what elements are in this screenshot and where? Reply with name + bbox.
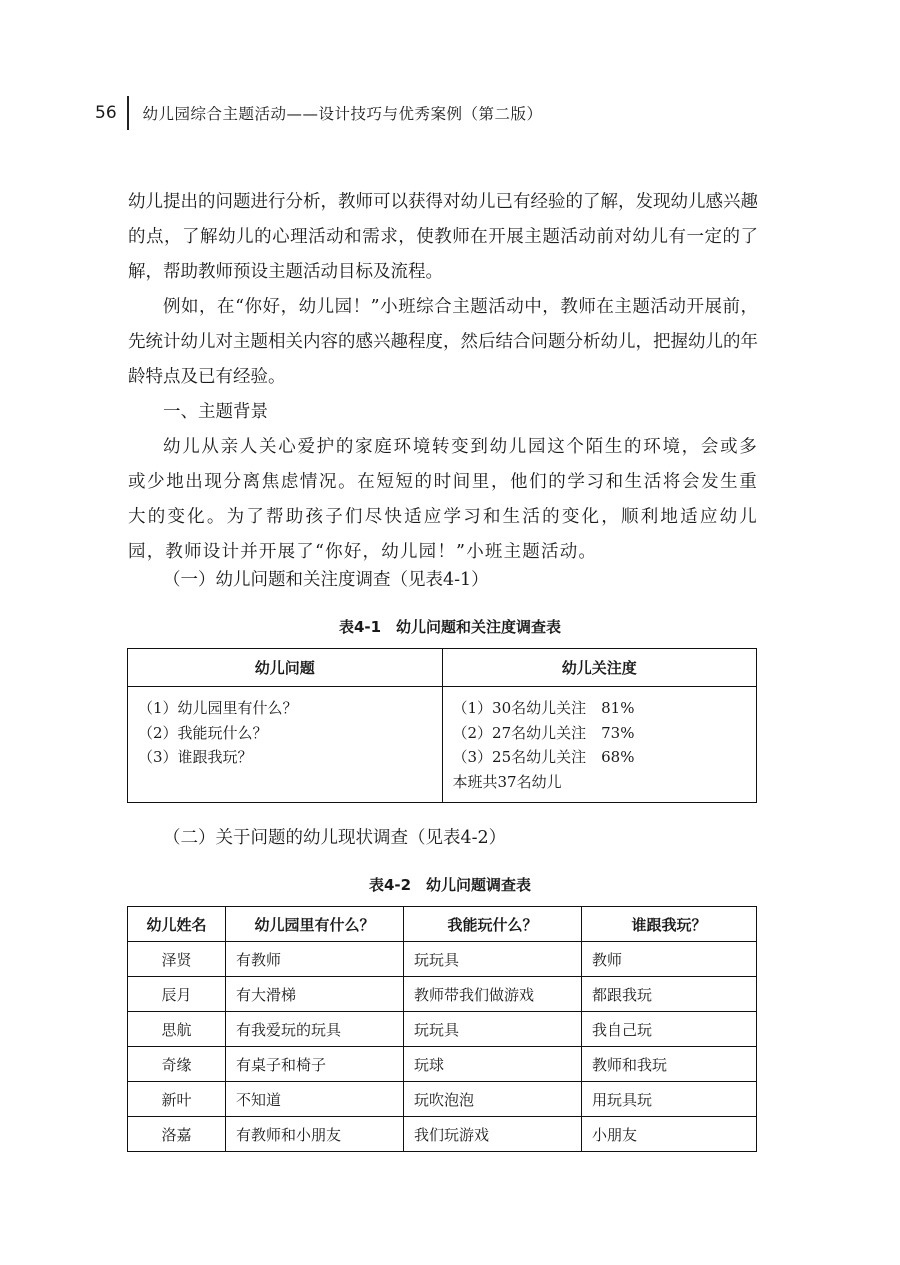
table-cell: 有桌子和椅子	[226, 1047, 404, 1082]
table-child-survey	[127, 906, 757, 1152]
class-total: 本班共37名幼儿	[452, 772, 562, 791]
table-cell: 我自己玩	[582, 1012, 757, 1047]
table-cell: 用玩具玩	[582, 1082, 757, 1117]
table-cell: 玩玩具	[404, 1012, 582, 1047]
column-header: 幼儿姓名	[128, 907, 226, 942]
table-cell: 小朋友	[582, 1117, 757, 1152]
child-name-cell: 洛嘉	[128, 1117, 226, 1152]
table-row	[128, 977, 757, 1012]
table-cell: 有我爱玩的玩具	[226, 1012, 404, 1047]
table-row	[128, 1047, 757, 1082]
column-header: 我能玩什么？	[404, 907, 582, 942]
questions-cell	[128, 687, 443, 803]
attention-item: （2）27名幼儿关注 73%	[452, 723, 635, 742]
column-header: 谁跟我玩？	[582, 907, 757, 942]
page-number: 56	[95, 103, 117, 123]
attention-item: （3）25名幼儿关注 68%	[452, 748, 635, 766]
attention-item: （1）30名幼儿关注 81%	[452, 699, 635, 717]
page-header	[95, 96, 543, 130]
table-header-row	[128, 907, 757, 942]
child-name-cell: 辰月	[128, 977, 226, 1012]
table-cell: 教师	[582, 942, 757, 977]
child-name-cell: 思航	[128, 1012, 226, 1047]
table-header-row	[128, 649, 757, 687]
paragraph-intro: 幼儿提出的问题进行分析，教师可以获得对幼儿已有经验的了解，发现幼儿感兴趣的点，了解幼儿的心理活动和需求，使教师在开展主题活动前对幼儿有一定的了解，帮助教师预设主题活动目标及流程。	[128, 192, 758, 282]
question-item: （3）谁跟我玩？	[138, 748, 253, 766]
book-title: 幼儿园综合主题活动——设计技巧与优秀案例（第二版）	[142, 105, 543, 123]
attention-cell	[442, 687, 757, 803]
table-cell: 玩玩具	[404, 942, 582, 977]
header-divider	[127, 96, 129, 130]
table-cell: 教师带我们做游戏	[404, 977, 582, 1012]
table1-caption: 表4-1 幼儿问题和关注度调查表	[338, 618, 562, 636]
question-item: （1）幼儿园里有什么？	[138, 699, 298, 717]
table-row	[128, 942, 757, 977]
child-name-cell: 新叶	[128, 1082, 226, 1117]
table-cell: 有教师和小朋友	[226, 1117, 404, 1152]
table-row	[128, 687, 757, 803]
table2-caption: 表4-2 幼儿问题调查表	[368, 876, 532, 894]
table-row	[128, 1012, 757, 1047]
table-row	[128, 1117, 757, 1152]
table-row	[128, 1082, 757, 1117]
paragraph-background: 幼儿从亲人关心爱护的家庭环境转变到幼儿园这个陌生的环境，会或多或少地出现分离焦虑情况。在短短的时间里，他们的学习和生活将会发生重大的变化。为了帮助孩子们尽快适应学习和生活的变化，顺利地适应幼儿园，教师设计并开展了“你好，幼儿园！”小班主题活动。	[128, 437, 758, 562]
column-header: 幼儿问题	[128, 649, 443, 687]
table-cell: 有大滑梯	[226, 977, 404, 1012]
table-cell: 有教师	[226, 942, 404, 977]
subsection-heading-2: （二）关于问题的幼儿现状调查（见表4-2）	[163, 828, 507, 848]
table-cell: 都跟我玩	[582, 977, 757, 1012]
table-cell: 我们玩游戏	[404, 1117, 582, 1152]
table-cell: 教师和我玩	[582, 1047, 757, 1082]
column-header: 幼儿园里有什么？	[226, 907, 404, 942]
child-name-cell: 泽贤	[128, 942, 226, 977]
table-cell: 玩吹泡泡	[404, 1082, 582, 1117]
column-header: 幼儿关注度	[442, 649, 757, 687]
section-heading: 一、主题背景	[163, 402, 268, 422]
table-attention-survey	[127, 648, 757, 803]
table-cell: 玩球	[404, 1047, 582, 1082]
paragraph-example: 例如，在“你好，幼儿园！”小班综合主题活动中，教师在主题活动开展前，先统计幼儿对主题相关内容的感兴趣程度，然后结合问题分析幼儿，把握幼儿的年龄特点及已有经验。	[128, 297, 758, 387]
subsection-heading-1: （一）幼儿问题和关注度调查（见表4-1）	[163, 570, 489, 590]
child-name-cell: 奇缘	[128, 1047, 226, 1082]
table-cell: 不知道	[226, 1082, 404, 1117]
question-item: （2）我能玩什么？	[138, 723, 268, 742]
